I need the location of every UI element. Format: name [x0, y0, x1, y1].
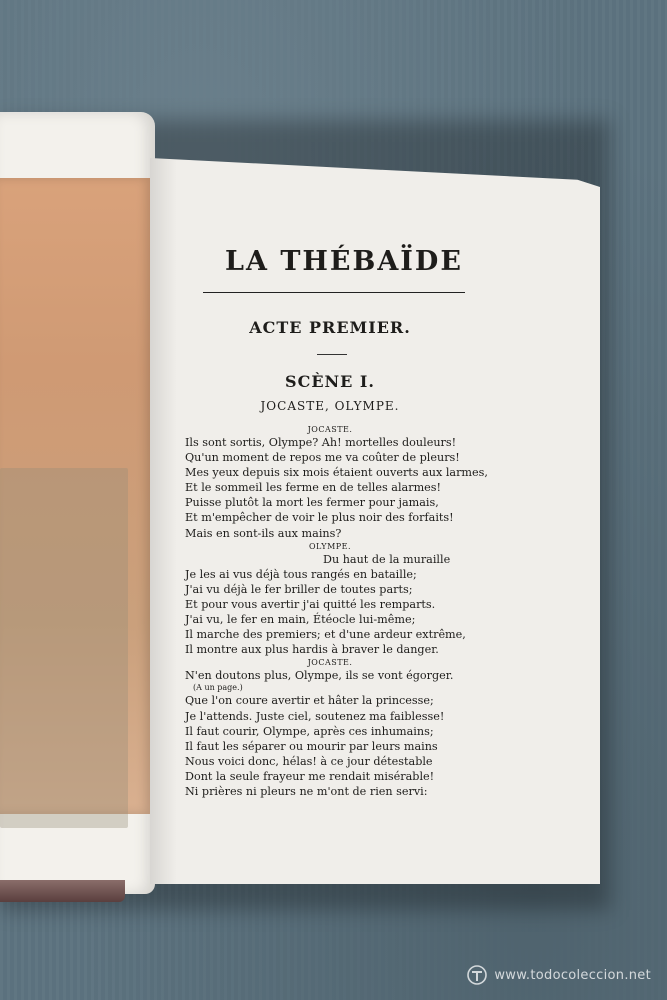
todocoleccion-logo-icon: [466, 964, 488, 986]
verse-line: Ni prières ni pleurs ne m'ont de rien servi:: [185, 784, 428, 798]
verse-line: Ils sont sortis, Olympe? Ah! mortelles douleurs!: [185, 436, 457, 449]
verse-line: Il marche des premiers; et d'une ardeur extrême,: [185, 628, 466, 642]
page-title: LA THÉBAÏDE: [225, 246, 463, 277]
act-rule: [317, 354, 347, 355]
verse-line: Dont la seule frayeur me rendait misérable!: [185, 769, 435, 783]
verse-line: Et m'empêcher de voir le plus noir des forfaits!: [185, 511, 454, 525]
verse-line: Et pour vous avertir j'ai quitté les remparts.: [185, 597, 436, 611]
verse-line: Il faut courir, Olympe, après ces inhumains;: [185, 724, 434, 738]
watermark-text: www.todocoleccion.net: [494, 967, 651, 983]
page-content: [185, 0, 488, 1000]
verse-line: Nous voici donc, hélas! à ce jour détestable: [185, 754, 433, 768]
speaker-name: JOCASTE.: [307, 425, 353, 434]
verse-line: J'ai vu déjà le fer briller de toutes parts;: [185, 582, 413, 596]
tissue-plate-shadow: [0, 468, 128, 828]
verse-line: Et le sommeil les ferme en de telles alarmes!: [185, 481, 442, 495]
verse-line: Mais en sont-ils aux mains?: [185, 526, 342, 540]
watermark: [466, 964, 651, 986]
verse-line: Je l'attends. Juste ciel, soutenez ma faiblesse!: [185, 709, 445, 723]
scene-heading: SCÈNE I.: [285, 372, 375, 391]
verse-line: Je les ai vus déjà tous rangés en bataille;: [185, 567, 417, 581]
speaker-name: JOCASTE.: [307, 658, 353, 668]
verse-line: N'en doutons plus, Olympe, ils se vont égorger.: [185, 669, 454, 683]
verse-line: Il montre aux plus hardis à braver le danger.: [185, 643, 439, 657]
verse-block: [185, 424, 488, 799]
book-cover-edge: [0, 880, 125, 902]
verse-line: Puisse plutôt la mort les fermer pour jamais,: [185, 496, 439, 510]
verse-line: Mes yeux depuis six mois étaient ouverts aux larmes,: [185, 466, 488, 480]
verse-line: Il faut les séparer ou mourir par leurs mains: [185, 739, 438, 753]
act-heading: ACTE PREMIER.: [249, 318, 411, 337]
verse-line: Qu'un moment de repos me va coûter de pleurs!: [185, 451, 460, 465]
stage-direction: (A un page.): [193, 683, 243, 693]
scene-characters: JOCASTE, OLYMPE.: [260, 399, 400, 413]
tissue-guard-sheet: [0, 178, 152, 814]
title-rule: [203, 292, 465, 293]
speaker-name: OLYMPE.: [308, 541, 352, 551]
verse-line: Que l'on coure avertir et hâter la princesse;: [185, 694, 434, 708]
verse-line: J'ai vu, le fer en main, Étéocle lui-même;: [185, 613, 416, 627]
verse-line: Du haut de la muraille: [323, 552, 451, 566]
